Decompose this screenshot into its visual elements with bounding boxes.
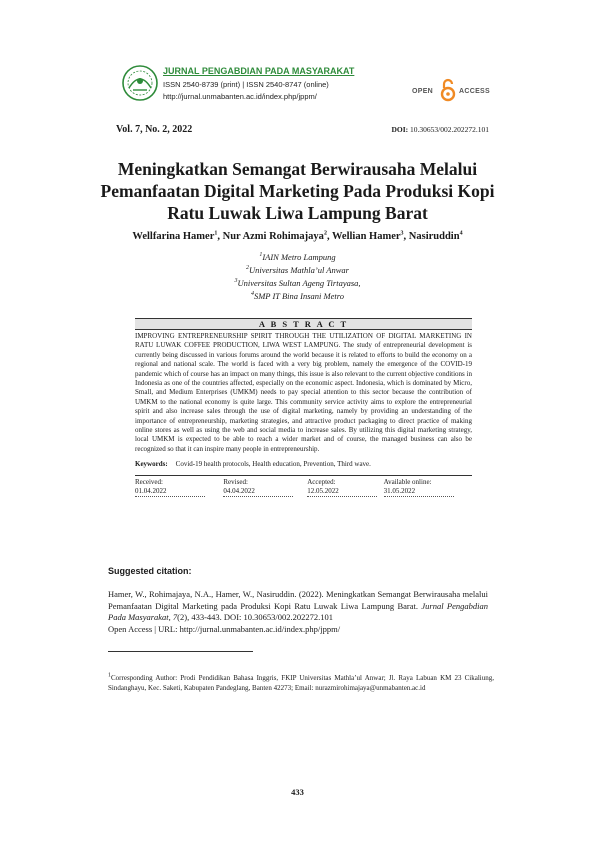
affiliation <box>100 278 495 288</box>
open-access-label-left: OPEN <box>412 88 434 95</box>
journal-name: JURNAL PENGABDIAN PADA MASYARAKAT <box>163 66 355 76</box>
author-sup: 2 <box>323 230 327 237</box>
citation-heading: Suggested citation: <box>108 566 192 576</box>
author-separator: , <box>403 231 409 242</box>
affiliation <box>100 252 495 262</box>
author-separator: , <box>217 231 223 242</box>
author-sup: 3 <box>400 230 404 237</box>
date-value: 31.05.2022 <box>384 487 454 497</box>
author-name: Wellfarina Hamer <box>132 231 215 242</box>
open-lock-icon <box>440 78 456 102</box>
abstract-section <box>135 318 472 497</box>
dates-divider <box>135 475 472 476</box>
date-value: 04.04.2022 <box>223 487 293 497</box>
journal-issn: ISSN 2540-8739 (print) | ISSN 2540-8747 (online) <box>163 80 329 89</box>
author-name: Nur Azmi Rohimajaya <box>222 231 324 242</box>
affiliation-name: Universitas Mathla’ul Anwar <box>249 265 349 275</box>
date-label: Available online: <box>383 478 432 487</box>
keywords-value: Covid-19 health protocols, Health education, Prevention, Third wave. <box>175 460 371 469</box>
author-list <box>60 231 535 242</box>
affiliation-sup: 3 <box>234 278 238 285</box>
date-received <box>135 478 223 497</box>
author-sup: 4 <box>459 230 463 237</box>
author-sup: 1 <box>214 230 218 237</box>
affiliation-sup: 2 <box>246 265 250 272</box>
paper-title: Meningkatkan Semangat Berwirausaha Melalui Pemanfaatan Digital Marketing Pada Produksi Kopi Ratu Luwak Liwa Lampung Barat <box>100 159 495 223</box>
affiliation-sup: 1 <box>259 252 263 259</box>
citation-authors-title: Hamer, W., Rohimajaya, N.A., Hamer, W., Nasiruddin. (2022). Meningkatkan Semangat Berwirausaha melalui Pemanfaatan Digital Marketing pada Produksi Kopi Ratu Luwak Liwa Lampung Barat. <box>108 589 488 611</box>
citation-text <box>108 589 488 635</box>
footnote-text: Corresponding Author: Prodi Pendidikan Bahasa Inggris, FKIP Universitas Mathla’ul Anwar; Jl. Raya Labuan KM 23 Cikaliung, Sindanghayu, Kec. Saketi, Kabupaten Pandeglang, Banten 42273; Email: nurazmirohimajaya@unmabanten.ac.id <box>108 674 494 692</box>
affiliation <box>100 265 495 275</box>
author-name: Nasiruddin <box>408 231 460 242</box>
footnote <box>108 673 494 693</box>
affiliation-name: SMP IT Bina Insani Metro <box>253 291 345 301</box>
date-value: 01.04.2022 <box>135 487 205 497</box>
date-label: Revised: <box>223 478 248 487</box>
date-accepted <box>307 478 383 497</box>
date-label: Received: <box>135 478 163 487</box>
journal-url-link[interactable]: http://jurnal.unmabanten.ac.id/index.php/jppm/ <box>163 92 317 101</box>
affiliation-name: Universitas Sultan Ageng Tirtayasa, <box>237 278 361 288</box>
author-name: Wellian Hamer <box>332 231 401 242</box>
volume-issue: Vol. 7, No. 2, 2022 <box>116 124 193 135</box>
date-available <box>384 478 472 497</box>
date-label: Accepted: <box>307 478 336 487</box>
citation-issue-doi: (2), 433-443. DOI: 10.30653/002.202272.101 <box>177 612 333 622</box>
open-access-label-right: ACCESS <box>459 88 490 95</box>
footnote-divider <box>108 651 253 652</box>
doi-value[interactable]: 10.30653/002.202272.101 <box>410 125 489 134</box>
citation-access-url[interactable]: Open Access | URL: http://jurnal.unmabanten.ac.id/index.php/jppm/ <box>108 623 341 634</box>
date-value: 12.05.2022 <box>307 487 377 497</box>
author-separator: , <box>326 231 332 242</box>
citation-journal: Jurnal Pengabdian Pada Masyarakat, 7 <box>108 600 488 622</box>
journal-emblem-icon <box>121 64 159 102</box>
keywords-label: Keywords: <box>135 460 168 469</box>
doi-label: DOI: <box>391 125 409 134</box>
doi <box>391 125 489 134</box>
footnote-sup: 1 <box>108 672 111 679</box>
date-revised <box>223 478 307 497</box>
abstract-body: IMPROVING ENTREPRENEURSHIP SPIRIT THROUGH THE UTILIZATION OF DIGITAL MARKETING IN RATU LUWAK COFFEE PRODUCTION, LIWA WEST LAMPUNG. The study of entrepreneurial development is currently being discussed in various forums around the world because it is related to efforts to build the economy on a regional and national scale. The world is faced with a very big problem, namely the emergence of the COVID-19 pandemic which of course has an impact on many things, this issue is also relevant to the current objective conditions in Indonesia as one of the countries affected, especially on the economic aspect. Indonesia, which is dominated by Micro, Small, and Medium Enterprises (UMKM) needs to pay special attention to this sector because the contribution of UMKM to the national economy is quite large. This community service activity aims to explore the entrepreneurial spirit and also increase sales through the use of digital marketing, namely by providing an understanding of the importance of entrepreneurship, marketing strategies, and attractive product packaging to direct practice of making online stores as well as using the web and social media to increase sales. By utilizing this digital marketing strategy, local UMKM is expected to be able to reach a wider market and of course, the managed business can also be recognized so that it can inspire many people in entrepreneurship. <box>135 332 472 453</box>
open-access-logo <box>412 78 492 104</box>
abstract-heading: A B S T R A C T <box>135 318 472 330</box>
page-number: 433 <box>291 787 304 797</box>
affiliation-sup: 4 <box>250 291 254 298</box>
affiliation <box>100 291 495 301</box>
keywords <box>135 460 472 469</box>
article-dates <box>135 478 472 497</box>
affiliation-name: IAIN Metro Lampung <box>262 252 336 262</box>
